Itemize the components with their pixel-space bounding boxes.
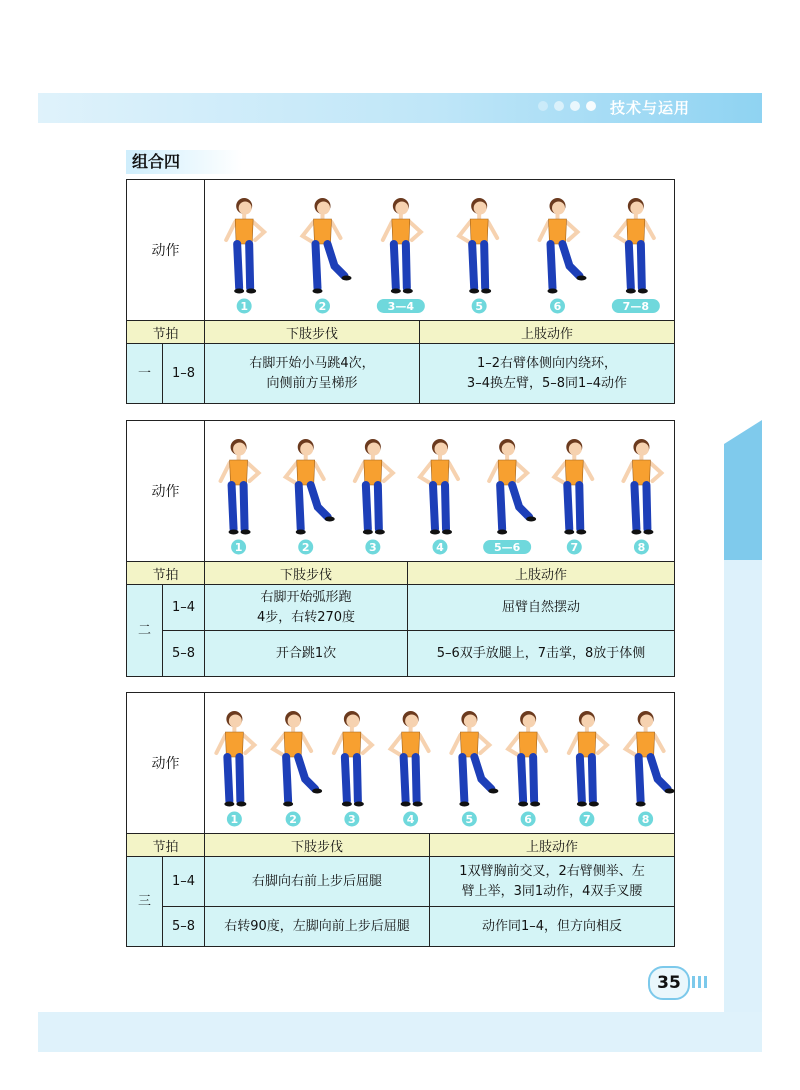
dancer-figure [623,439,661,535]
step-number-text: 5 [465,813,474,826]
dancer-figure [616,198,654,294]
page-number-bars [692,976,707,988]
beat-count: 5–8 [163,631,205,677]
step-number-text: 1 [230,813,239,826]
right-edge-tab [724,420,762,560]
beat-count: 1–4 [163,585,205,631]
lower-limb-text: 右脚向右前上步后屈腿 [205,857,430,907]
step-number-text: 8 [641,813,650,826]
beat-count: 1–4 [163,857,205,907]
step-number-text: 2 [318,300,327,313]
group-label: 二 [127,585,163,677]
dancer-figure [383,198,421,294]
step-number-badge [483,540,531,554]
dancer-figure [451,711,498,807]
step-number-text: 1 [240,300,248,313]
dancer-figure [391,711,429,807]
beat-count: 5–8 [163,907,205,947]
upper-limb-text: 5–6双手放腿上，7击掌，8放于体侧 [408,631,675,677]
dance-figures-svg [205,421,675,561]
step-number-text: 5 [475,300,483,313]
dancer-figure [540,198,587,294]
dancer-figure [286,439,335,535]
figure-strip-2 [205,421,675,562]
lower-header: 下肢步伐 [205,562,408,585]
dancer-figure [216,711,254,807]
beat-header: 节拍 [127,321,205,344]
beat-header: 节拍 [127,834,205,857]
step-number-badge [638,812,653,827]
step-number-badge [612,299,660,313]
step-number-text: 8 [637,541,646,554]
dancer-figure [420,439,458,535]
dancer-figure [508,711,546,807]
group-label: 一 [127,344,163,404]
lower-header: 下肢步伐 [205,321,420,344]
combo-table-1 [126,179,675,404]
dancer-figure [626,711,675,807]
dancer-figure [554,439,592,535]
beat-header: 节拍 [127,562,205,585]
figure-strip-3 [205,693,675,834]
step-number-text: 2 [301,541,310,554]
lower-limb-text: 右脚开始小马跳4次， 向侧前方呈梯形 [205,344,420,404]
group-label: 三 [127,857,163,947]
step-number-badge [579,812,594,827]
step-number-badge [237,299,252,314]
action-label: 动作 [127,693,205,834]
dance-figures-svg [205,180,675,320]
step-number-badge [365,540,380,555]
combo-table-2 [126,420,675,677]
upper-limb-text: 1双臂胸前交叉，2右臂侧举、左 臂上举，3同1动作，4双手叉腰 [430,857,675,907]
action-label: 动作 [127,421,205,562]
lower-limb-text: 右转90度，左脚向前上步后屈腿 [205,907,430,947]
upper-header: 上肢动作 [408,562,675,585]
step-number-badge [286,812,301,827]
step-number-badge [521,812,536,827]
figure-strip-1 [205,180,675,321]
upper-header: 上肢动作 [430,834,675,857]
lower-header: 下肢步伐 [205,834,430,857]
step-number-badge [231,540,246,555]
header-dots [538,101,596,111]
upper-limb-text: 屈臂自然摆动 [408,585,675,631]
upper-header: 上肢动作 [420,321,675,344]
step-number-text: 4 [436,541,444,554]
dancer-figure [489,439,536,535]
dancer-figure [355,439,393,535]
bottom-band [38,1012,762,1052]
step-number-text: 6 [553,300,562,313]
step-number-badge [315,299,330,314]
step-number-badge [634,540,649,555]
header-band [38,93,762,123]
step-number-badge [403,812,418,827]
step-number-text: 2 [289,813,297,826]
step-number-text: 3 [348,813,356,826]
step-number-text: 7—8 [622,300,649,313]
dancer-figure [334,711,372,807]
step-number-text: 5—6 [493,541,521,554]
right-edge-strip [724,560,762,1040]
step-number-badge [472,299,487,314]
step-number-badge [462,812,477,827]
step-number-badge [567,540,582,555]
dancer-figure [273,711,322,807]
step-number-badge [433,540,448,555]
header-title: 技术与运用 [610,99,691,117]
step-number-text: 3—4 [387,300,414,313]
combo-table-3 [126,692,675,947]
dancer-figure [569,711,607,807]
step-number-text: 4 [406,813,415,826]
upper-limb-text: 1–2右臂体侧向内绕环， 3–4换左臂，5–8同1–4动作 [420,344,675,404]
lower-limb-text: 右脚开始弧形跑 4步，右转270度 [205,585,408,631]
step-number-text: 6 [524,813,532,826]
beat-count: 1–8 [163,344,205,404]
page-number: 35 [648,966,690,1000]
dancer-figure [459,198,497,294]
step-number-text: 3 [369,541,377,554]
step-number-text: 7 [570,541,579,554]
dance-figures-svg [205,693,675,833]
step-number-badge [298,540,313,555]
dancer-figure [226,198,264,294]
dancer-figure [303,198,352,294]
dancer-figure [221,439,259,535]
section-title: 组合四 [126,150,242,174]
step-number-badge [227,812,242,827]
step-number-badge [550,299,565,314]
step-number-badge [344,812,359,827]
step-number-text: 7 [583,813,591,826]
action-label: 动作 [127,180,205,321]
upper-limb-text: 动作同1–4，但方向相反 [430,907,675,947]
step-number-badge [377,299,425,313]
step-number-text: 1 [234,541,243,554]
lower-limb-text: 开合跳1次 [205,631,408,677]
